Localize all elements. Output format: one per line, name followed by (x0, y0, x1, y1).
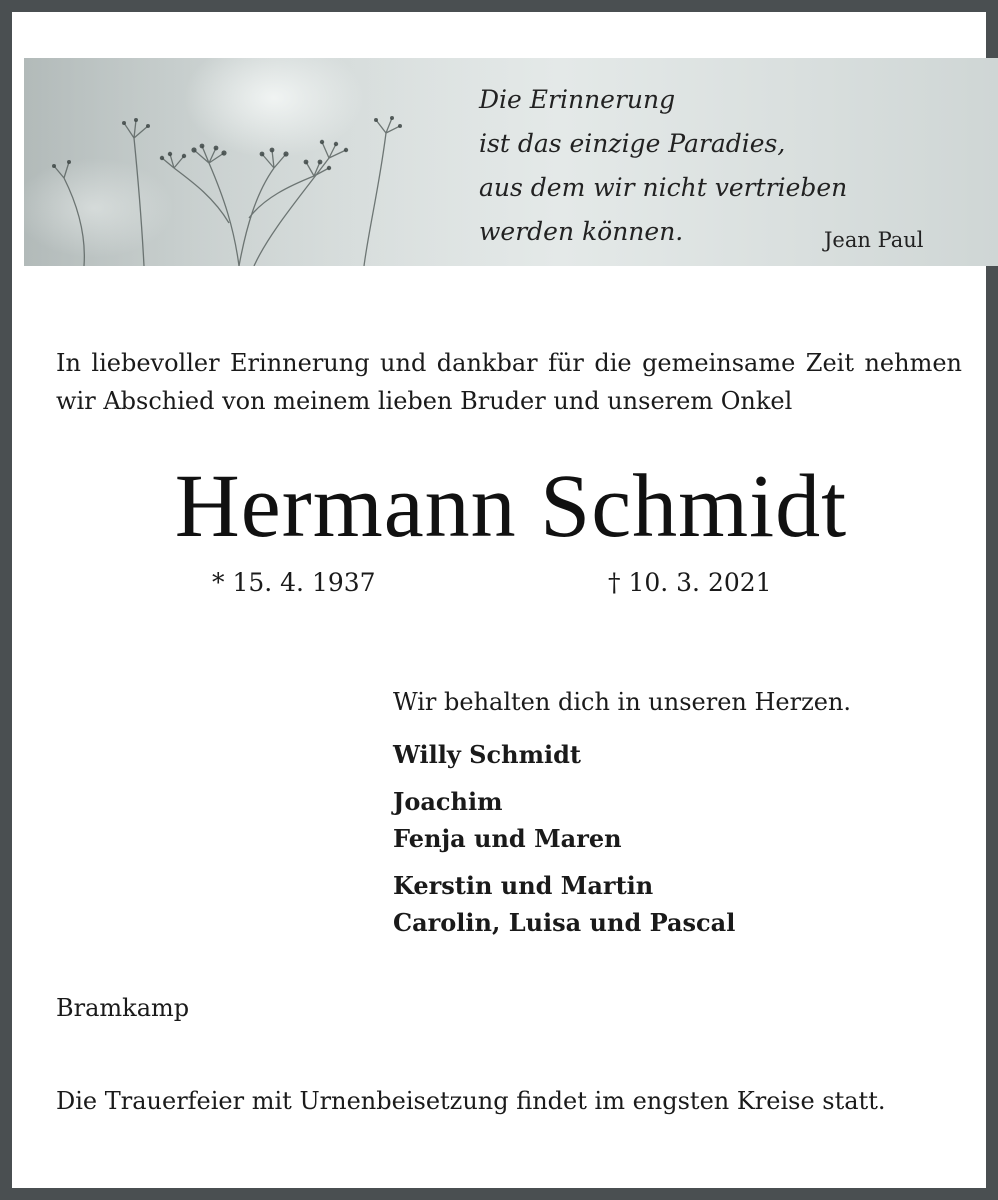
mourner-name: Carolin, Luisa und Pascal (393, 908, 736, 937)
birth-date: * 15. 4. 1937 (212, 568, 376, 597)
header-banner (24, 58, 998, 266)
intro-text: In liebevoller Erinnerung und dankbar für die gemeinsame Zeit nehmen wir Abschied von meinem lieben Bruder und unserem Onkel (56, 349, 962, 415)
mourner-name: Willy Schmidt (393, 740, 581, 769)
quote-author: Jean Paul (824, 228, 924, 252)
mourner-group (393, 736, 735, 773)
quote-line: Die Erinnerung (479, 85, 676, 114)
mourner-group (393, 867, 735, 941)
quote (479, 78, 847, 254)
funeral-notice: Die Trauerfeier mit Urnenbeisetzung findet im engsten Kreise statt. (56, 1087, 886, 1115)
quote-line: ist das einzige Paradies, (479, 129, 786, 158)
mourner-name: Fenja und Maren (393, 824, 622, 853)
quote-line: werden können. (479, 217, 684, 246)
quote-line: aus dem wir nicht vertrieben (479, 173, 848, 202)
mourner-name: Joachim (393, 787, 503, 816)
mourner-name: Kerstin und Martin (393, 871, 654, 900)
deceased-name: Hermann Schmidt (174, 457, 848, 556)
death-date: † 10. 3. 2021 (608, 568, 772, 597)
mourners-list (393, 736, 735, 951)
place-name: Bramkamp (56, 994, 190, 1022)
mourner-group (393, 783, 735, 857)
closing-line: Wir behalten dich in unseren Herzen. (393, 688, 852, 716)
